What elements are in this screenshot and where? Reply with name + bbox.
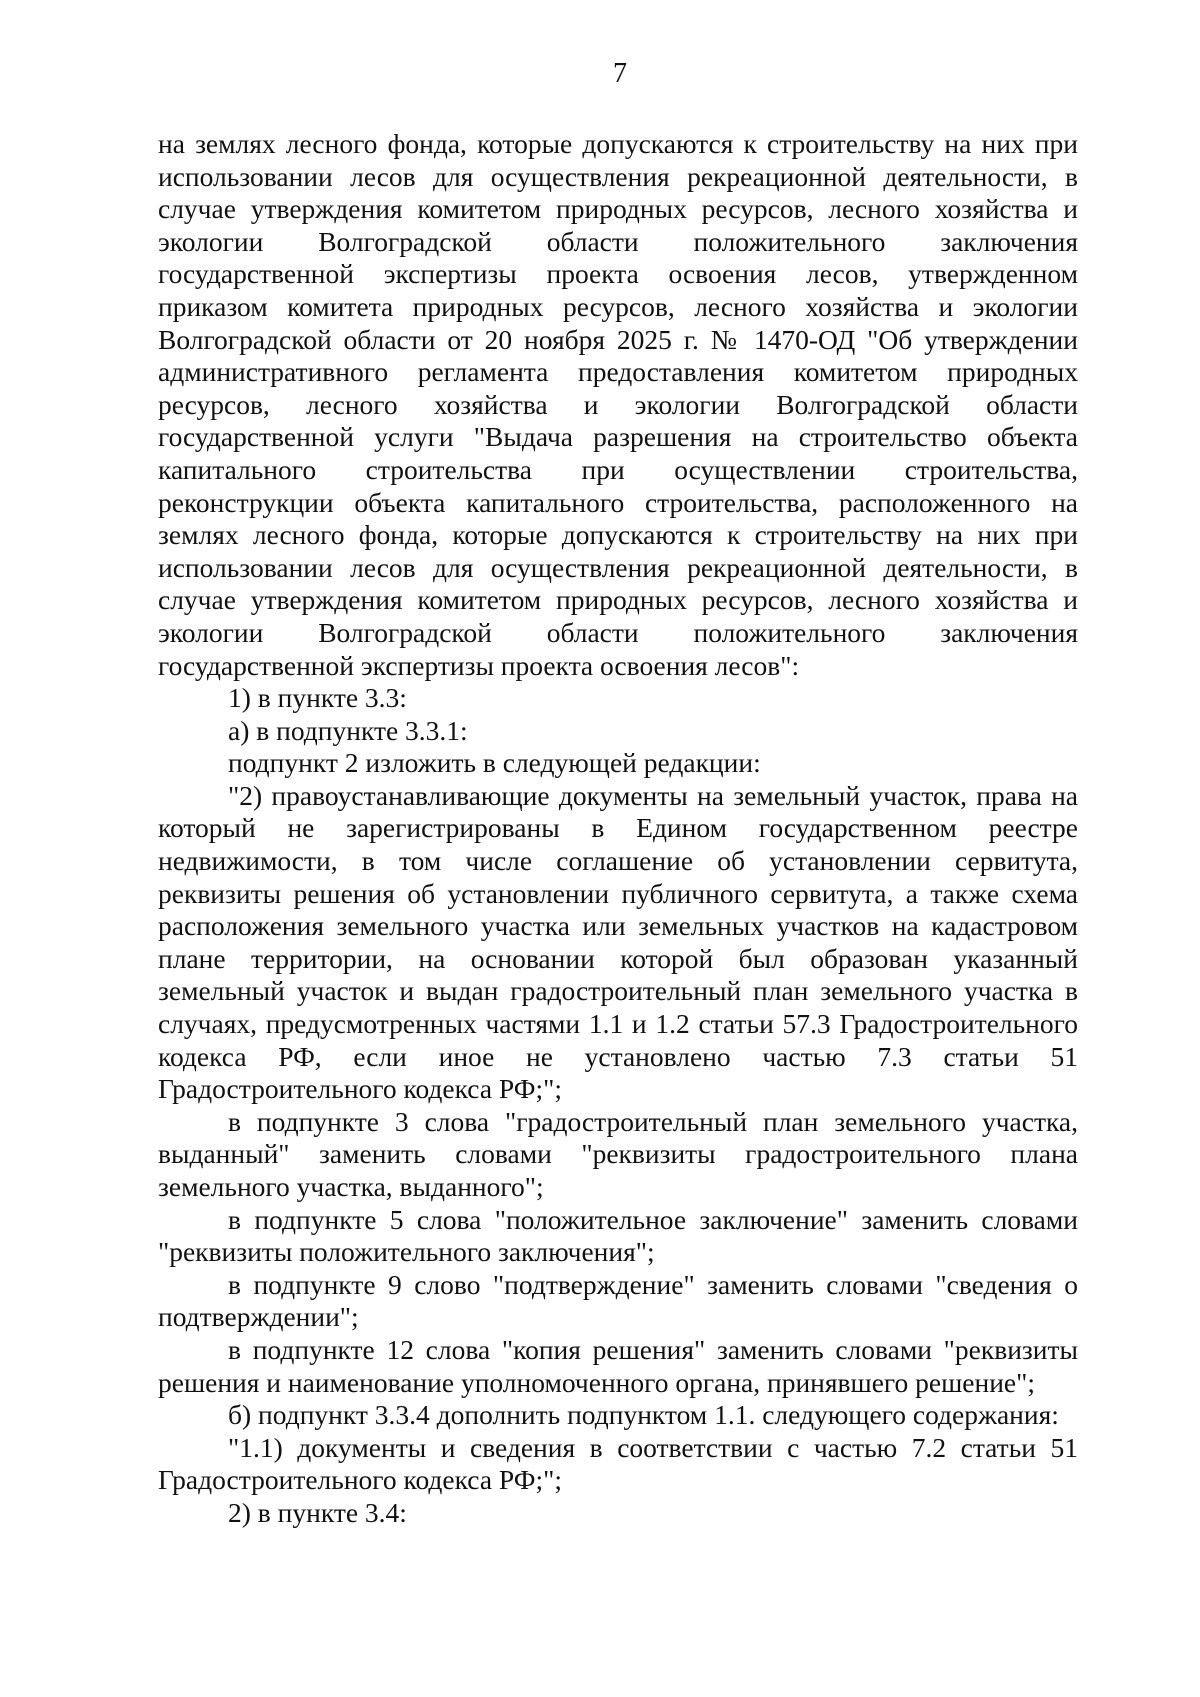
paragraph-subitem-a: а) в подпункте 3.3.1: [228,714,468,746]
paragraph-subitem-b: б) подпункт 3.3.4 дополнить подпунктом 1.1. следующего содержания: [228,1399,1059,1431]
paragraph-subpoint-3: в подпункте 3 слова "градостроительный план земельного участка, выданный" заменить словами "реквизиты градостроительного плана земельного участка, выданного"; [158,1105,1078,1202]
paragraph-subpoint-9: в подпункте 9 слово "подтверждение" заменить словами "сведения о подтверждении"; [158,1268,1078,1333]
paragraph-subpoint-12: в подпункте 12 слова "копия решения" заменить словами "реквизиты решения и наименование уполномоченного органа, принявшего решение"; [158,1333,1078,1398]
paragraph-subpoint-5: в подпункте 5 слова "положительное заключение" заменить словами "реквизиты положительного заключения"; [158,1203,1078,1268]
paragraph-item-1: 1) в пункте 3.3: [228,682,407,714]
paragraph-subpoint-1-1: "1.1) документы и сведения в соответствии с частью 7.2 статьи 51 Градостроительного кодекса РФ;"; [158,1431,1078,1496]
paragraph-subpoint-2-intro: подпункт 2 изложить в следующей редакции: [228,747,761,779]
page-number: 7 [613,58,627,89]
paragraph-subpoint-2-text: "2) правоустанавливающие документы на земельный участок, права на который не зарегистрированы в Едином государственном реестре недвижимости, в том числе соглашение об установлении сервитута, реквизиты решения об установлении публичного сервитута, а также схема расположения земельного участка или земельных участков на кадастровом плане территории, на основании которой был образован указанный земельный участок и выдан градостроительный план земельного участка в случаях, предусмотренных частями 1.1 и 1.2 статьи 57.3 Градостроительного кодекса РФ, если иное не установлено частью 7.3 статьи 51 Градостроительного кодекса РФ;"; [158,779,1078,1105]
paragraph-item-2: 2) в пункте 3.4: [228,1496,407,1528]
paragraph-regulation-reference: на землях лесного фонда, которые допускаются к строительству на них при использовании лесов для осуществления рекреационной деятельности, в случае утверждения комитетом природных ресурсов, лесного хозяйства и экологии Волгоградской области положительного заключения государственной экспертизы проекта освоения лесов, утвержденном приказом комитета природных ресурсов, лесного хозяйства и экологии Волгоградской области от 20 ноября 2025 г. № 1470-ОД "Об утверждении административного регламента предоставления комитетом природных ресурсов, лесного хозяйства и экологии Волгоградской области государственной услуги "Выдача разрешения на строительство объекта капитального строительства при осуществлении строительства, реконструкции объекта капитального строительства, расположенного на землях лесного фонда, которые допускаются к строительству на них при использовании лесов для осуществления рекреационной деятельности, в случае утверждения комитетом природных ресурсов, лесного хозяйства и экологии Волгоградской области положительного заключения государственной экспертизы проекта освоения лесов": [158,128,1078,681]
document-body [158,128,1078,1530]
